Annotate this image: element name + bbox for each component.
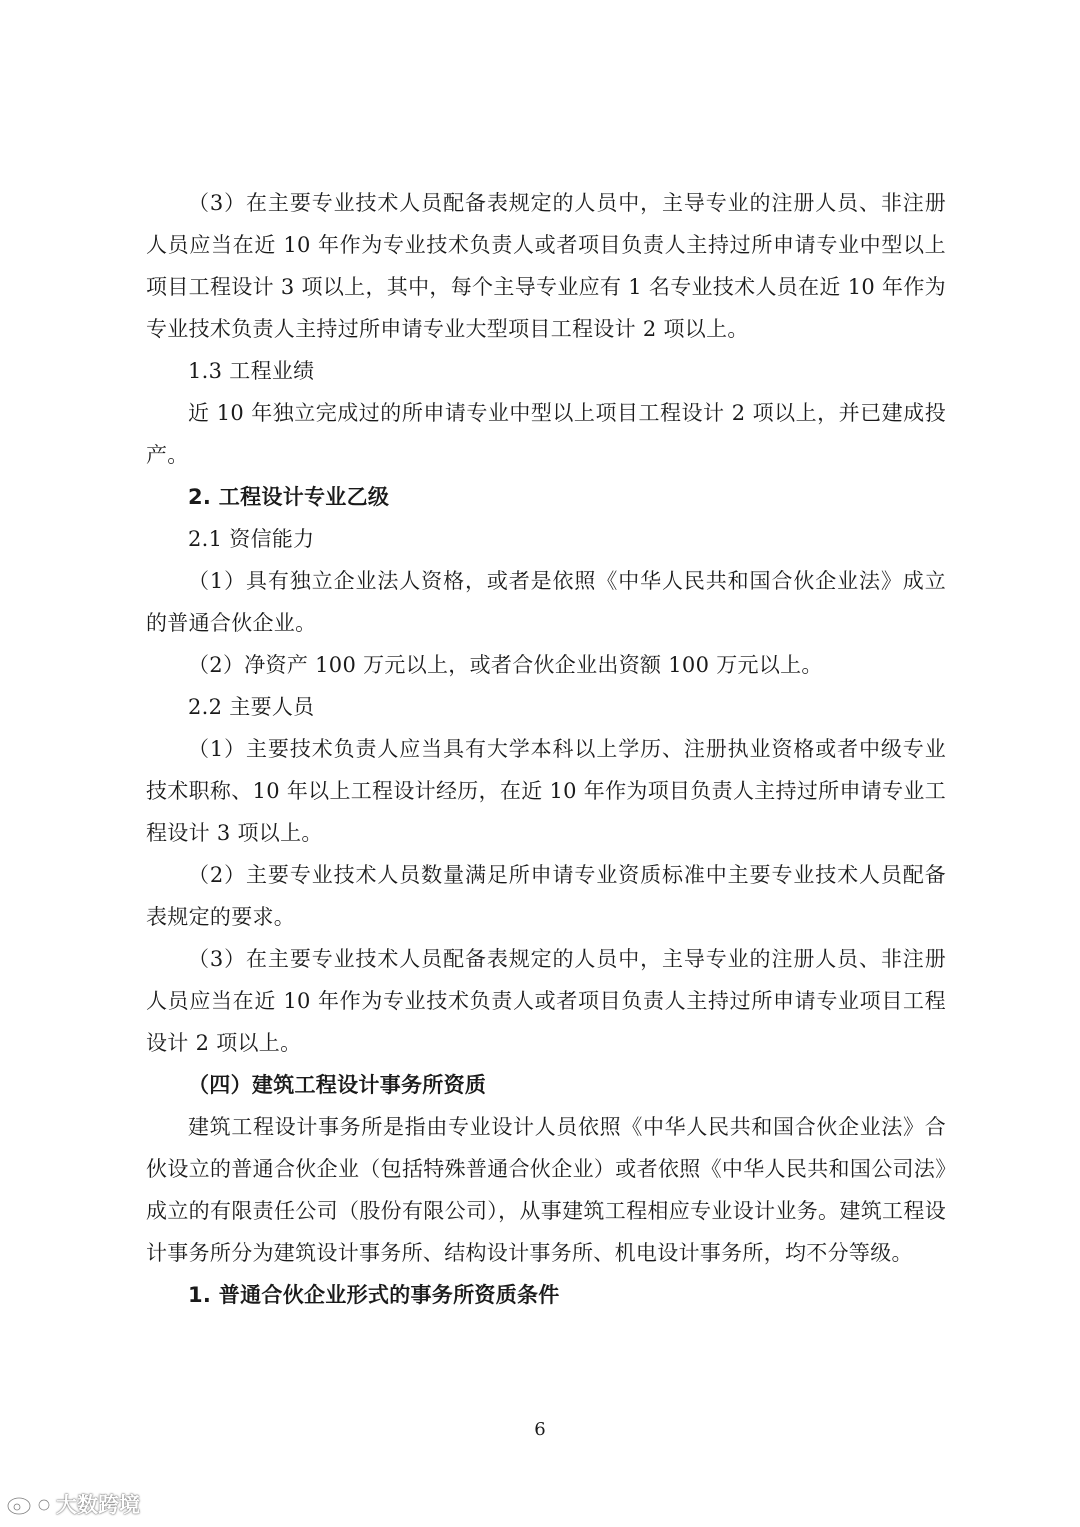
heading-partnership-conditions: 1. 普通合伙企业形式的事务所资质条件 bbox=[188, 1283, 560, 1307]
watermark bbox=[6, 1489, 140, 1519]
paragraph-firm-definition: 建筑工程设计事务所是指由专业设计人员依照《中华人民共和国合伙企业法》合伙设立的普通合伙企业（包括特殊普通合伙企业）或者依照《中华人民共和国公司法》成立的有限责任公司（股份有限公司），从事建筑工程相应专业设计业务。建筑工程设计事务所分为建筑设计事务所、结构设计事务所、机电设计事务所，均不分等级。 bbox=[146, 1115, 946, 1265]
watermark-text: 大数跨境 bbox=[56, 1493, 140, 1517]
heading-grade-b: 2. 工程设计专业乙级 bbox=[188, 485, 390, 509]
paragraph-credit-2: （2）净资产 100 万元以上，或者合伙企业出资额 100 万元以上。 bbox=[188, 653, 823, 677]
heading-section-4: （四）建筑工程设计事务所资质 bbox=[188, 1073, 487, 1097]
paragraph-personnel-2: （2）主要专业技术人员数量满足所申请专业资质标准中主要专业技术人员配备表规定的要求。 bbox=[146, 863, 946, 929]
paragraph-credit-1: （1）具有独立企业法人资格，或者是依照《中华人民共和国合伙企业法》成立的普通合伙企业。 bbox=[146, 569, 946, 635]
subheading-2-1-credit: 2.1 资信能力 bbox=[188, 527, 315, 551]
subheading-2-2-personnel: 2.2 主要人员 bbox=[188, 695, 315, 719]
weibo-logo-icon bbox=[6, 1491, 52, 1517]
paragraph-performance: 近 10 年独立完成过的所申请专业中型以上项目工程设计 2 项以上，并已建成投产。 bbox=[146, 401, 946, 467]
paragraph-personnel-1: （1）主要技术负责人应当具有大学本科以上学历、注册执业资格或者中级专业技术职称、10 年以上工程设计经历，在近 10 年作为项目负责人主持过所申请专业工程设计 3 项以上。 bbox=[146, 737, 946, 845]
document-body bbox=[146, 182, 946, 1316]
subheading-1-3-performance: 1.3 工程业绩 bbox=[188, 359, 315, 383]
paragraph-personnel-3-grade-a: （3）在主要专业技术人员配备表规定的人员中，主导专业的注册人员、非注册人员应当在近 10 年作为专业技术负责人或者项目负责人主持过所申请专业中型以上项目工程设计 3 项以上，其中，每个主导专业应有 1 名专业技术人员在近 10 年作为专业技术负责人主持过所申请专业大型项目工程设计 2 项以上。 bbox=[146, 191, 946, 341]
page-number: 6 bbox=[534, 1419, 546, 1440]
paragraph-personnel-3: （3）在主要专业技术人员配备表规定的人员中，主导专业的注册人员、非注册人员应当在近 10 年作为专业技术负责人或者项目负责人主持过所申请专业项目工程设计 2 项以上。 bbox=[146, 947, 946, 1055]
